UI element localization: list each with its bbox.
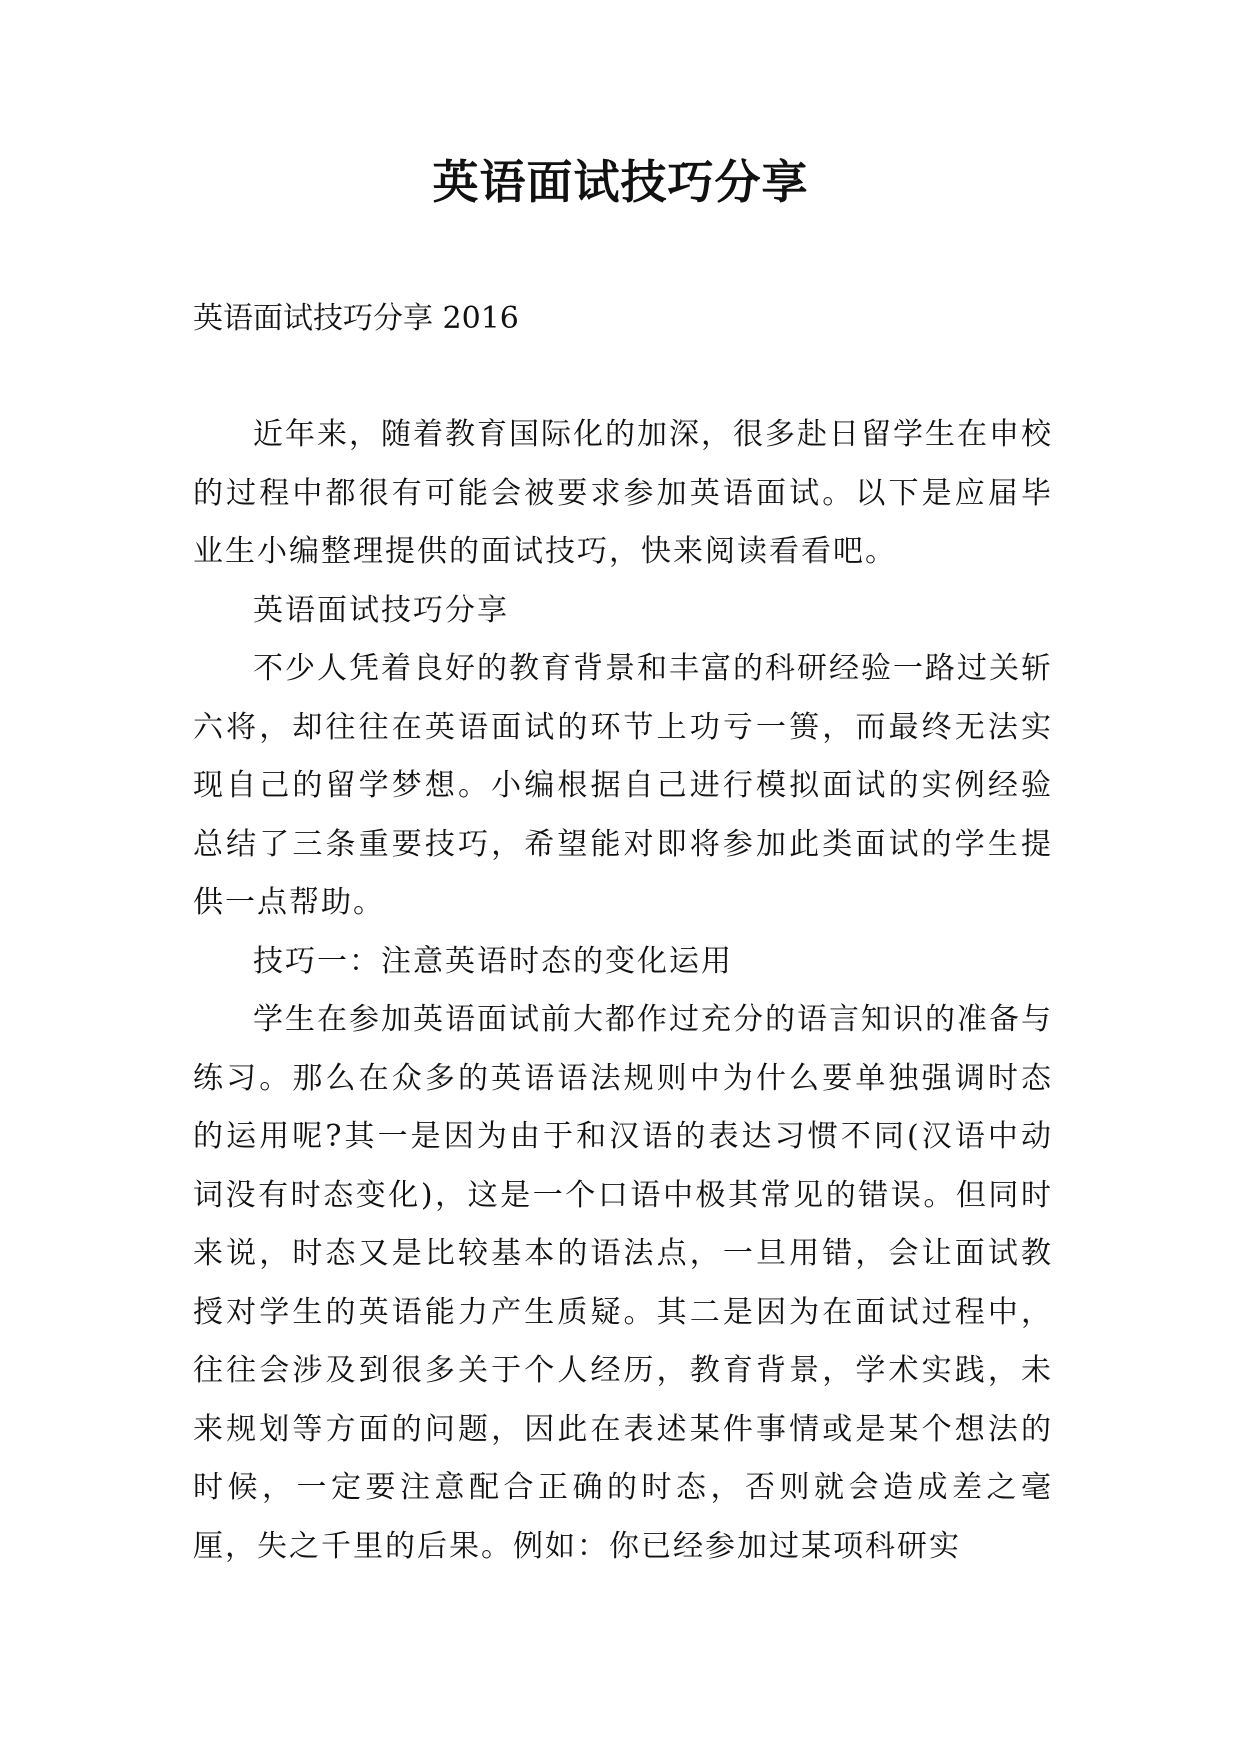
- paragraph-heading: 英语面试技巧分享: [253, 592, 509, 628]
- document-body: [193, 406, 1053, 1576]
- paragraph-intro: 近年来，随着教育国际化的加深，很多赴日留学生在申校的过程中都很有可能会被要求参加英语面试。以下是应届毕业生小编整理提供的面试技巧，快来阅读看看吧。: [193, 417, 1053, 569]
- document-title: 英语面试技巧分享: [432, 155, 809, 209]
- paragraph-tip-one-heading: 技巧一：注意英语时态的变化运用: [253, 943, 733, 979]
- paragraph-background: 不少人凭着良好的教育背景和丰富的科研经验一路过关斩六将，却往往在英语面试的环节上功亏一篑，而最终无法实现自己的留学梦想。小编根据自己进行模拟面试的实例经验总结了三条重要技巧，希望能对即将参加此类面试的学生提供一点帮助。: [193, 651, 1053, 920]
- document-subtitle: 英语面试技巧分享 2016: [193, 301, 519, 336]
- paragraph-tip-one-body: 学生在参加英语面试前大都作过充分的语言知识的准备与练习。那么在众多的英语语法规则中为什么要单独强调时态的运用呢?其一是因为由于和汉语的表达习惯不同(汉语中动词没有时态变化)，这是一个口语中极其常见的错误。但同时来说，时态又是比较基本的语法点，一旦用错，会让面试教授对学生的英语能力产生质疑。其二是因为在面试过程中，往往会涉及到很多关于个人经历，教育背景，学术实践，未来规划等方面的问题，因此在表述某件事情或是某个想法的时候，一定要注意配合正确的时态，否则就会造成差之毫厘，失之千里的后果。例如：你已经参加过某项科研实: [193, 1002, 1053, 1564]
